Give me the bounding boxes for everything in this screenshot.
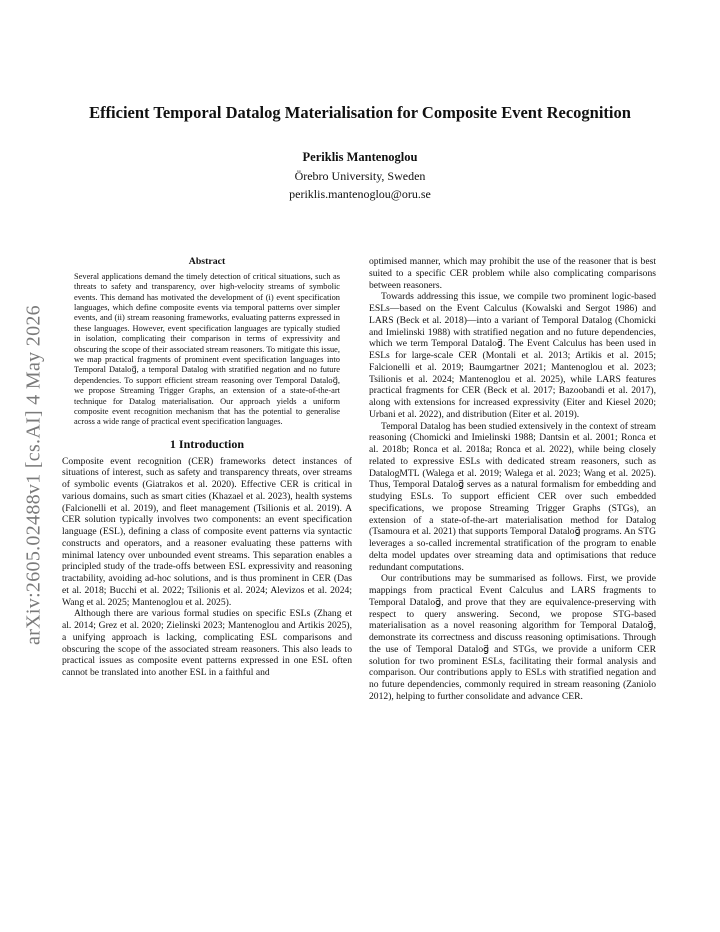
right-column [369, 256, 656, 703]
intro-paragraph-5: Our contributions may be summarised as follows. First, we provide mappings from practical Event Calculus and LARS fragments to Temporal Datalog⃗, and prove that they are equivalence-preserving with respect to query answering. Second, we propose STG-based materialisation as a novel reasoning algorithm for Temporal Datalog⃗, demonstrate its correctness and discuss reasoning optimisations. Through the use of Temporal Datalog⃗ and STGs, we provide a uniform CER solution for two prominent ESLs, facilitating their formal analysis and comparison. Our contributions apply to ESLs with stratified negation and no future dependencies, commonly required in stream reasoning (Zaniolo 2012), helping to further consolidate and advance CER. [369, 573, 656, 702]
arxiv-sidebar [14, 265, 54, 685]
intro-paragraph-4: Temporal Datalog has been studied extensively in the context of stream reasoning (Chomicki and Imielinski 1988; Dantsin et al. 2001; Ronca et al. 2018b; Ronca et al. 2018a; Ronca et al. 2022), while being closely related to expressive ESLs with dedicated stream reasoners, such as DatalogMTL (Walega et al. 2019; Walega et al. 2023; Wang et al. 2025). Thus, Temporal Datalog⃗ serves as a natural formalism for embedding and studying ESLs. To support efficient CER over such embedded specifications, we propose Streaming Trigger Graphs (STGs), an extension of a state-of-the-art materialisation method for Datalog (Tsamoura et al. 2021) that supports Temporal Datalog⃗ programs. An STG leverages a so-called incremental stratification of the program to enable delta model updates over streaming data and optimisations that reduce redundant computations. [369, 420, 656, 573]
arxiv-identifier: arXiv:2605.02488v1 [cs.AI] 4 May 2026 [22, 305, 45, 645]
intro-paragraph-3: Towards addressing this issue, we compile two prominent logic-based ESLs—based on the Event Calculus (Kowalski and Sergot 1986) and LARS (Beck et al. 2018)—into a variant of Temporal Datalog (Chomicki and Imielinski 1988) with stratified negation and no future dependencies, which we term Temporal Datalog⃗. The Event Calculus has been used in ESLs for large-scale CER (Montali et al. 2013; Artikis et al. 2015; Falcionelli et al. 2019; Baumgartner 2021; Mantenoglou et al. 2023; Tsilionis et al. 2024; Mantenoglou et al. 2025), while LARS features practical fragments for CER (Beck et al. 2017; Bazoobandi et al. 2017), along with extensions for increased expressivity (Eiter and Kiesel 2020; Urbani et al. 2022), and distribution (Eiter et al. 2019). [369, 291, 656, 420]
author-email: periklis.mantenoglou@oru.se [289, 187, 431, 201]
introduction-heading: 1 Introduction [169, 436, 245, 451]
abstract-text: Several applications demand the timely detection of critical situations, such as threats to safety and transparency, over high-velocity streams of symbolic events. This demand has motivated the development of (i) event specification languages, which define composite events via temporal patterns over simpler events, and (ii) stream reasoning frameworks, evaluating patterns expressed in these languages. However, event specification languages are typically studied in isolation, complicating their comparison in terms of expressivity and obscuring the scope of their associated stream reasoners. To mitigate this issue, we map practical fragments of prominent event specification languages into Temporal Datalog⃗, a temporal Datalog with stratified negation and no future dependencies. To support efficient stream reasoning over Temporal Datalog⃗, we propose Streaming Trigger Graphs, an extension of a state-of-the-art technique for Datalog materialisation. Our approach yields a uniform composite event recognition mechanism that has the potential to generalise across a wide range of practical event specification languages. [74, 271, 340, 427]
paper-title: Efficient Temporal Datalog Materialisation for Composite Event Recognition [89, 103, 631, 122]
author-affiliation: Örebro University, Sweden [294, 169, 426, 183]
intro-paragraph-2: Although there are various formal studies on specific ESLs (Zhang et al. 2014; Grez et al. 2020; Zielinski 2023; Mantenoglou and Artikis 2025), a unifying approach is lacking, complicating ESL comparisons and obscuring the scope of the associated stream reasoners. This also leads to practical issues as composite event patterns expressed in one ESL often cannot be translated into another ESL in a faithful and [62, 608, 352, 679]
author-name: Periklis Mantenoglou [302, 150, 418, 164]
left-column [62, 256, 352, 679]
abstract-heading: Abstract [188, 256, 226, 267]
intro-paragraph-2-continued: optimised manner, which may prohibit the use of the reasoner that is best suited to a specific CER problem while also complicating comparisons between reasoners. [369, 256, 656, 291]
intro-paragraph-1: Composite event recognition (CER) frameworks detect instances of situations of interest, such as safety and transparency threats, over streams of symbolic events (Giatrakos et al. 2020). Effective CER is critical in various domains, such as smart cities (Khazael et al. 2023), health systems (Falcionelli et al. 2019), and fleet management (Tsilionis et al. 2019). A CER solution typically involves two components: an event specification language (ESL), defining a class of composite event patterns via syntactic constructs and operators, and a reasoner evaluating these patterns with minimal latency over unbounded event streams. This separation enables a principled study of the trade-offs between ESL expressivity and reasoning tractability, avoiding ad-hoc solutions, and is thus prominent in CER (Das et al. 2018; Bucchi et al. 2022; Tsilionis et al. 2024; Alevizos et al. 2024; Wang et al. 2025; Mantenoglou et al. 2025). [62, 455, 352, 608]
